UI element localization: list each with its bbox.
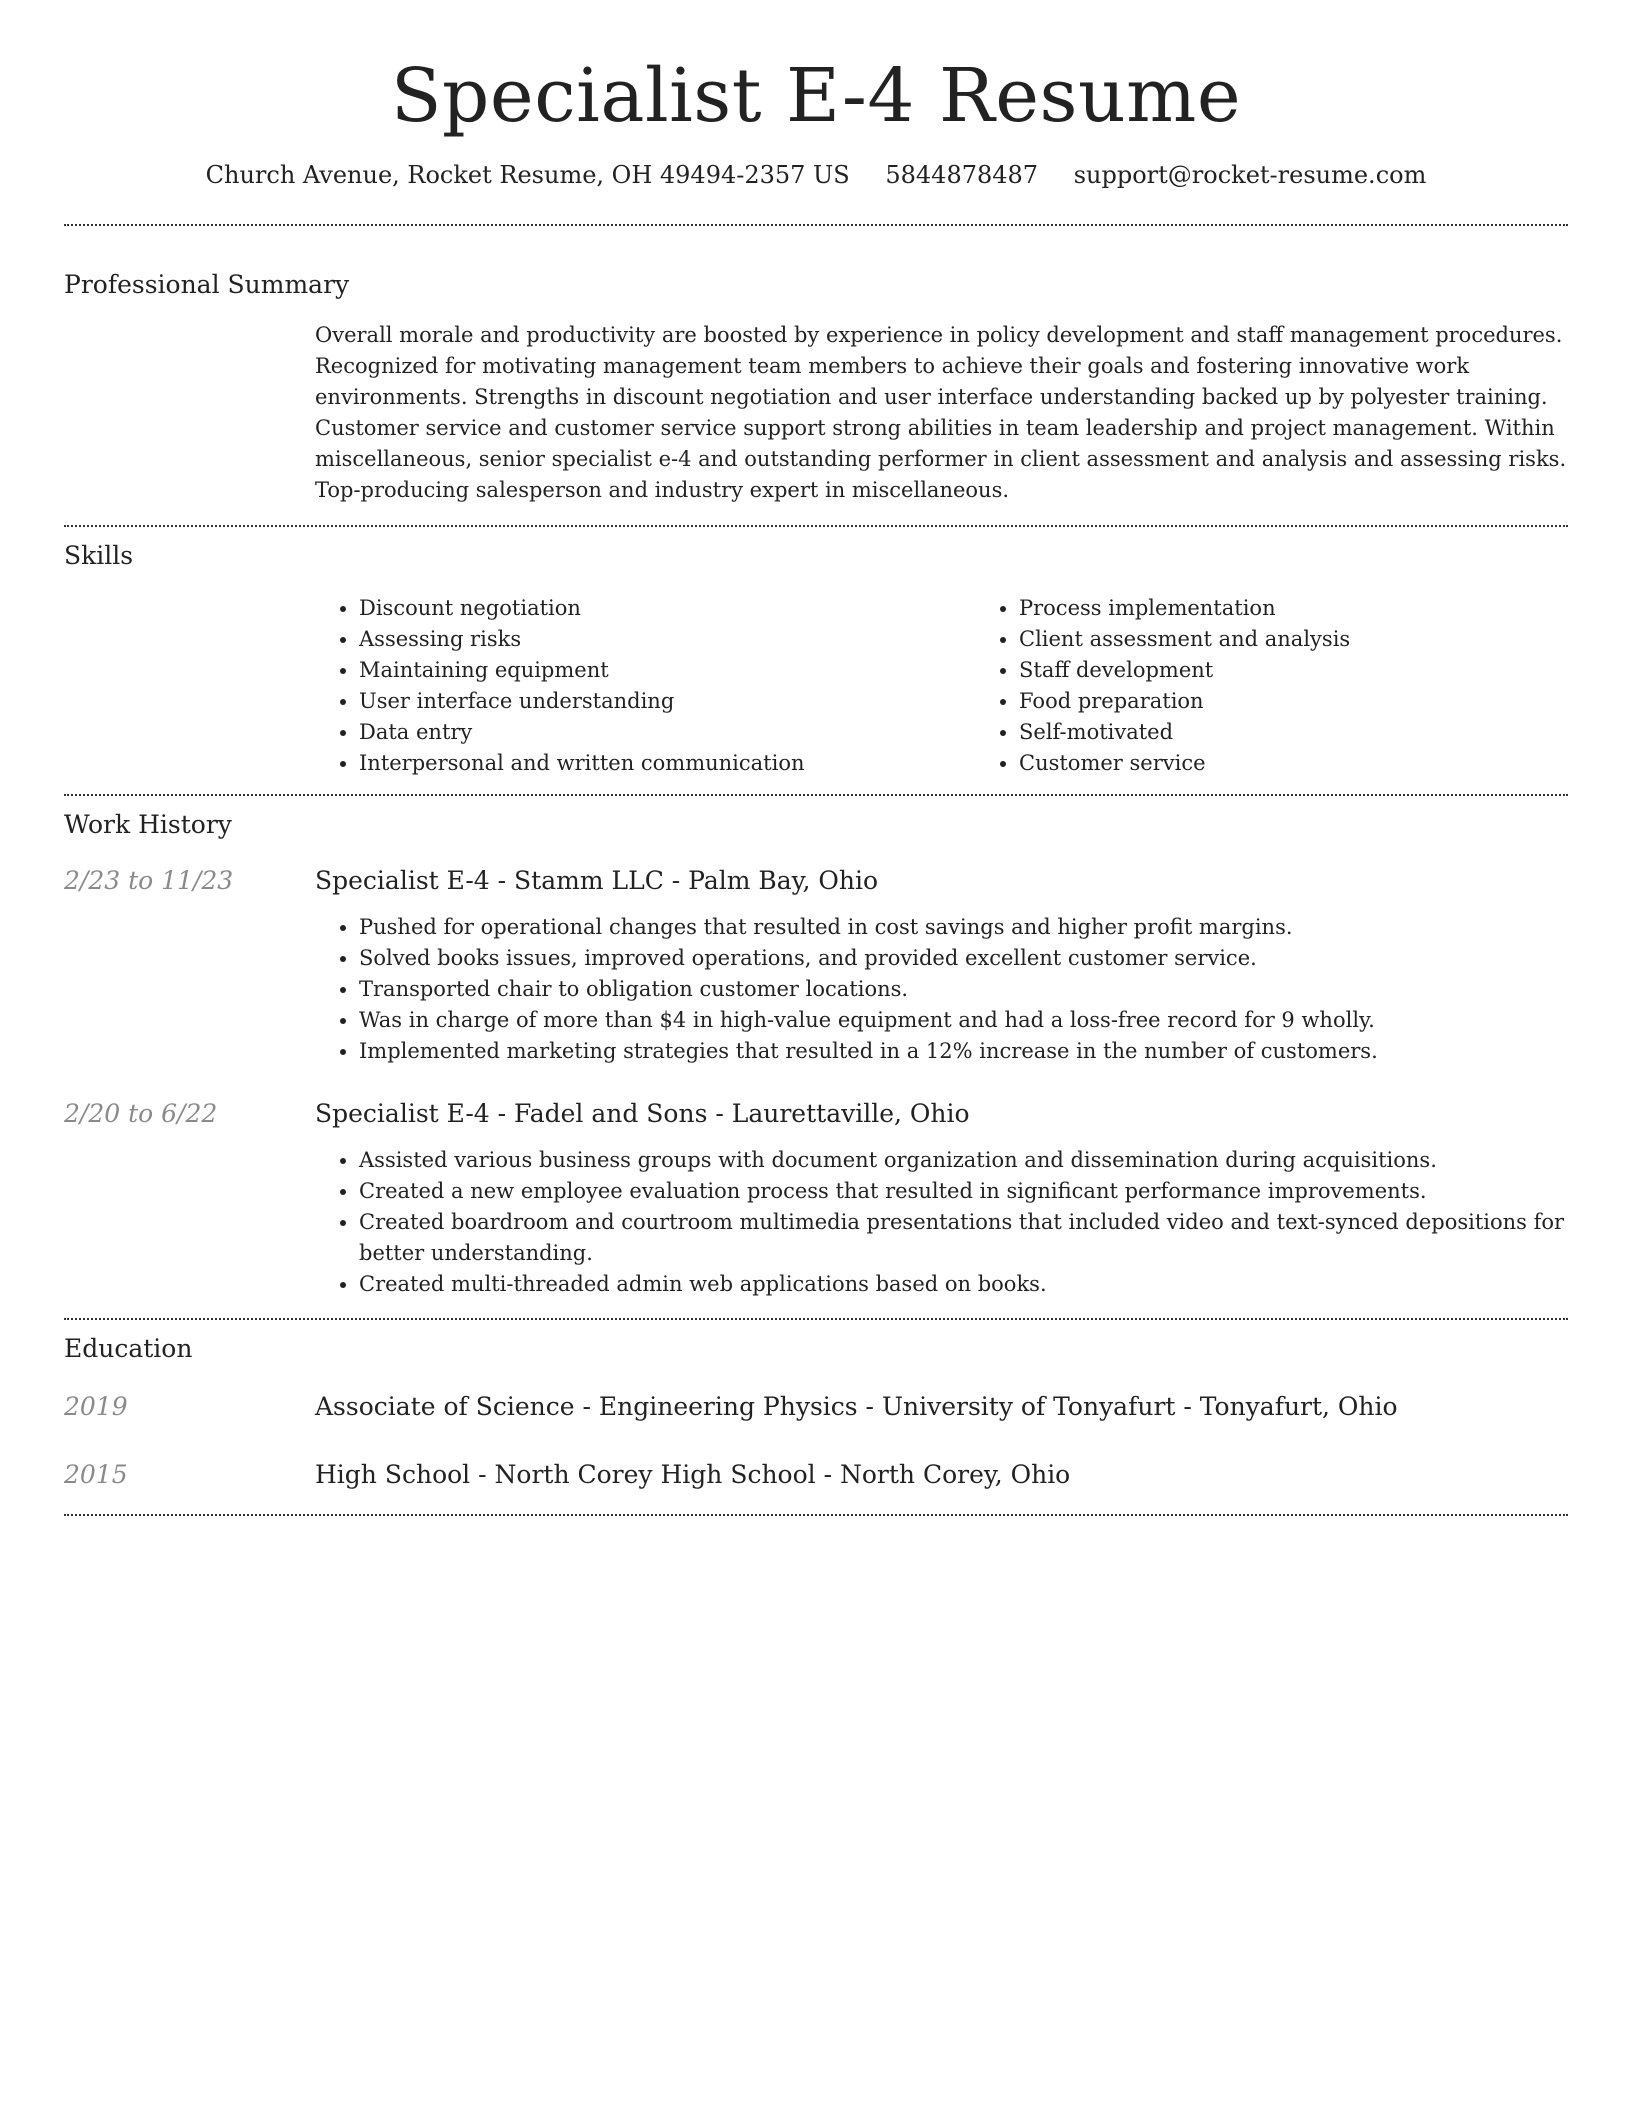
section-title-work: Work History <box>64 810 232 840</box>
education-section <box>64 1320 1568 1492</box>
section-title-education: Education <box>64 1334 193 1364</box>
skill-item: • Self-motivated <box>1019 717 1632 748</box>
education-year: 2015 <box>64 1460 128 1490</box>
education-heading: Associate of Science - Engineering Physics - University of Tonyafurt - Tonyafurt, Ohio <box>315 1392 1398 1422</box>
job-bullet: • Created a new employee evaluation process that resulted in significant performance improvements. <box>359 1176 1568 1207</box>
skill-item: • Process implementation <box>1019 593 1632 624</box>
divider <box>64 1514 1568 1516</box>
contact-email: support@rocket-resume.com <box>1073 160 1427 189</box>
education-entry <box>64 1390 1568 1424</box>
job-bullets <box>315 912 1568 1067</box>
contact-line <box>64 159 1568 193</box>
skill-item: • Data entry <box>359 717 975 748</box>
job-dates: 2/20 to 6/22 <box>64 1099 218 1129</box>
skill-item: • Staff development <box>1019 655 1632 686</box>
job-dates: 2/23 to 11/23 <box>64 866 234 896</box>
job-heading: Specialist E-4 - Stamm LLC - Palm Bay, Ohio <box>315 866 879 896</box>
job-bullet: • Assisted various business groups with document organization and dissemination during acquisitions. <box>359 1145 1568 1176</box>
job-entry <box>64 864 1568 1067</box>
work-section <box>64 796 1568 1300</box>
skills-list-right <box>975 593 1632 779</box>
skill-item: • Maintaining equipment <box>359 655 975 686</box>
job-entry <box>64 1097 1568 1300</box>
skill-item: • Customer service <box>1019 748 1632 779</box>
summary-text: Overall morale and productivity are boosted by experience in policy development and staff management procedures. Recognized for motivating management team members to achieve their goals and fostering innovative work environments. Strengths in discount negotiation and user interface understanding backed up by polyester training. Customer service and customer service support strong abilities in team leadership and project management. Within miscellaneous, senior specialist e-4 and outstanding performer in client assessment and analysis and assessing risks. Top-producing salesperson and industry expert in miscellaneous. <box>315 323 1567 503</box>
section-title-summary: Professional Summary <box>64 270 350 300</box>
job-bullet: • Implemented marketing strategies that resulted in a 12% increase in the number of customers. <box>359 1036 1568 1067</box>
skills-section <box>64 527 1568 779</box>
job-heading: Specialist E-4 - Fadel and Sons - Laurettaville, Ohio <box>315 1099 970 1129</box>
education-year: 2019 <box>64 1392 128 1422</box>
job-bullets <box>315 1145 1568 1300</box>
section-title-skills: Skills <box>64 541 134 571</box>
job-bullet: • Solved books issues, improved operations, and provided excellent customer service. <box>359 943 1568 974</box>
education-entry <box>64 1458 1568 1492</box>
job-bullet: • Was in charge of more than $4 in high-value equipment and had a loss-free record for 9 wholly. <box>359 1005 1568 1036</box>
skill-item: • Interpersonal and written communication <box>359 748 975 779</box>
summary-section <box>64 226 1568 506</box>
resume-header <box>64 0 1568 192</box>
skills-grid <box>315 593 1632 779</box>
education-heading: High School - North Corey High School - North Corey, Ohio <box>315 1460 1071 1490</box>
skills-list-left <box>315 593 975 779</box>
skill-item: • Client assessment and analysis <box>1019 624 1632 655</box>
skill-item: • User interface understanding <box>359 686 975 717</box>
skill-item: • Discount negotiation <box>359 593 975 624</box>
contact-phone: 5844878487 <box>885 160 1039 189</box>
job-bullet: • Pushed for operational changes that resulted in cost savings and higher profit margins. <box>359 912 1568 943</box>
job-bullet: • Created boardroom and courtroom multimedia presentations that included video and text-synced depositions for better understanding. <box>359 1207 1568 1269</box>
contact-address: Church Avenue, Rocket Resume, OH 49494-2357 US <box>205 160 850 189</box>
job-bullet: • Created multi-threaded admin web applications based on books. <box>359 1269 1568 1300</box>
job-bullet: • Transported chair to obligation customer locations. <box>359 974 1568 1005</box>
page-title: Specialist E-4 Resume <box>390 53 1242 139</box>
skill-item: • Assessing risks <box>359 624 975 655</box>
skill-item: • Food preparation <box>1019 686 1632 717</box>
